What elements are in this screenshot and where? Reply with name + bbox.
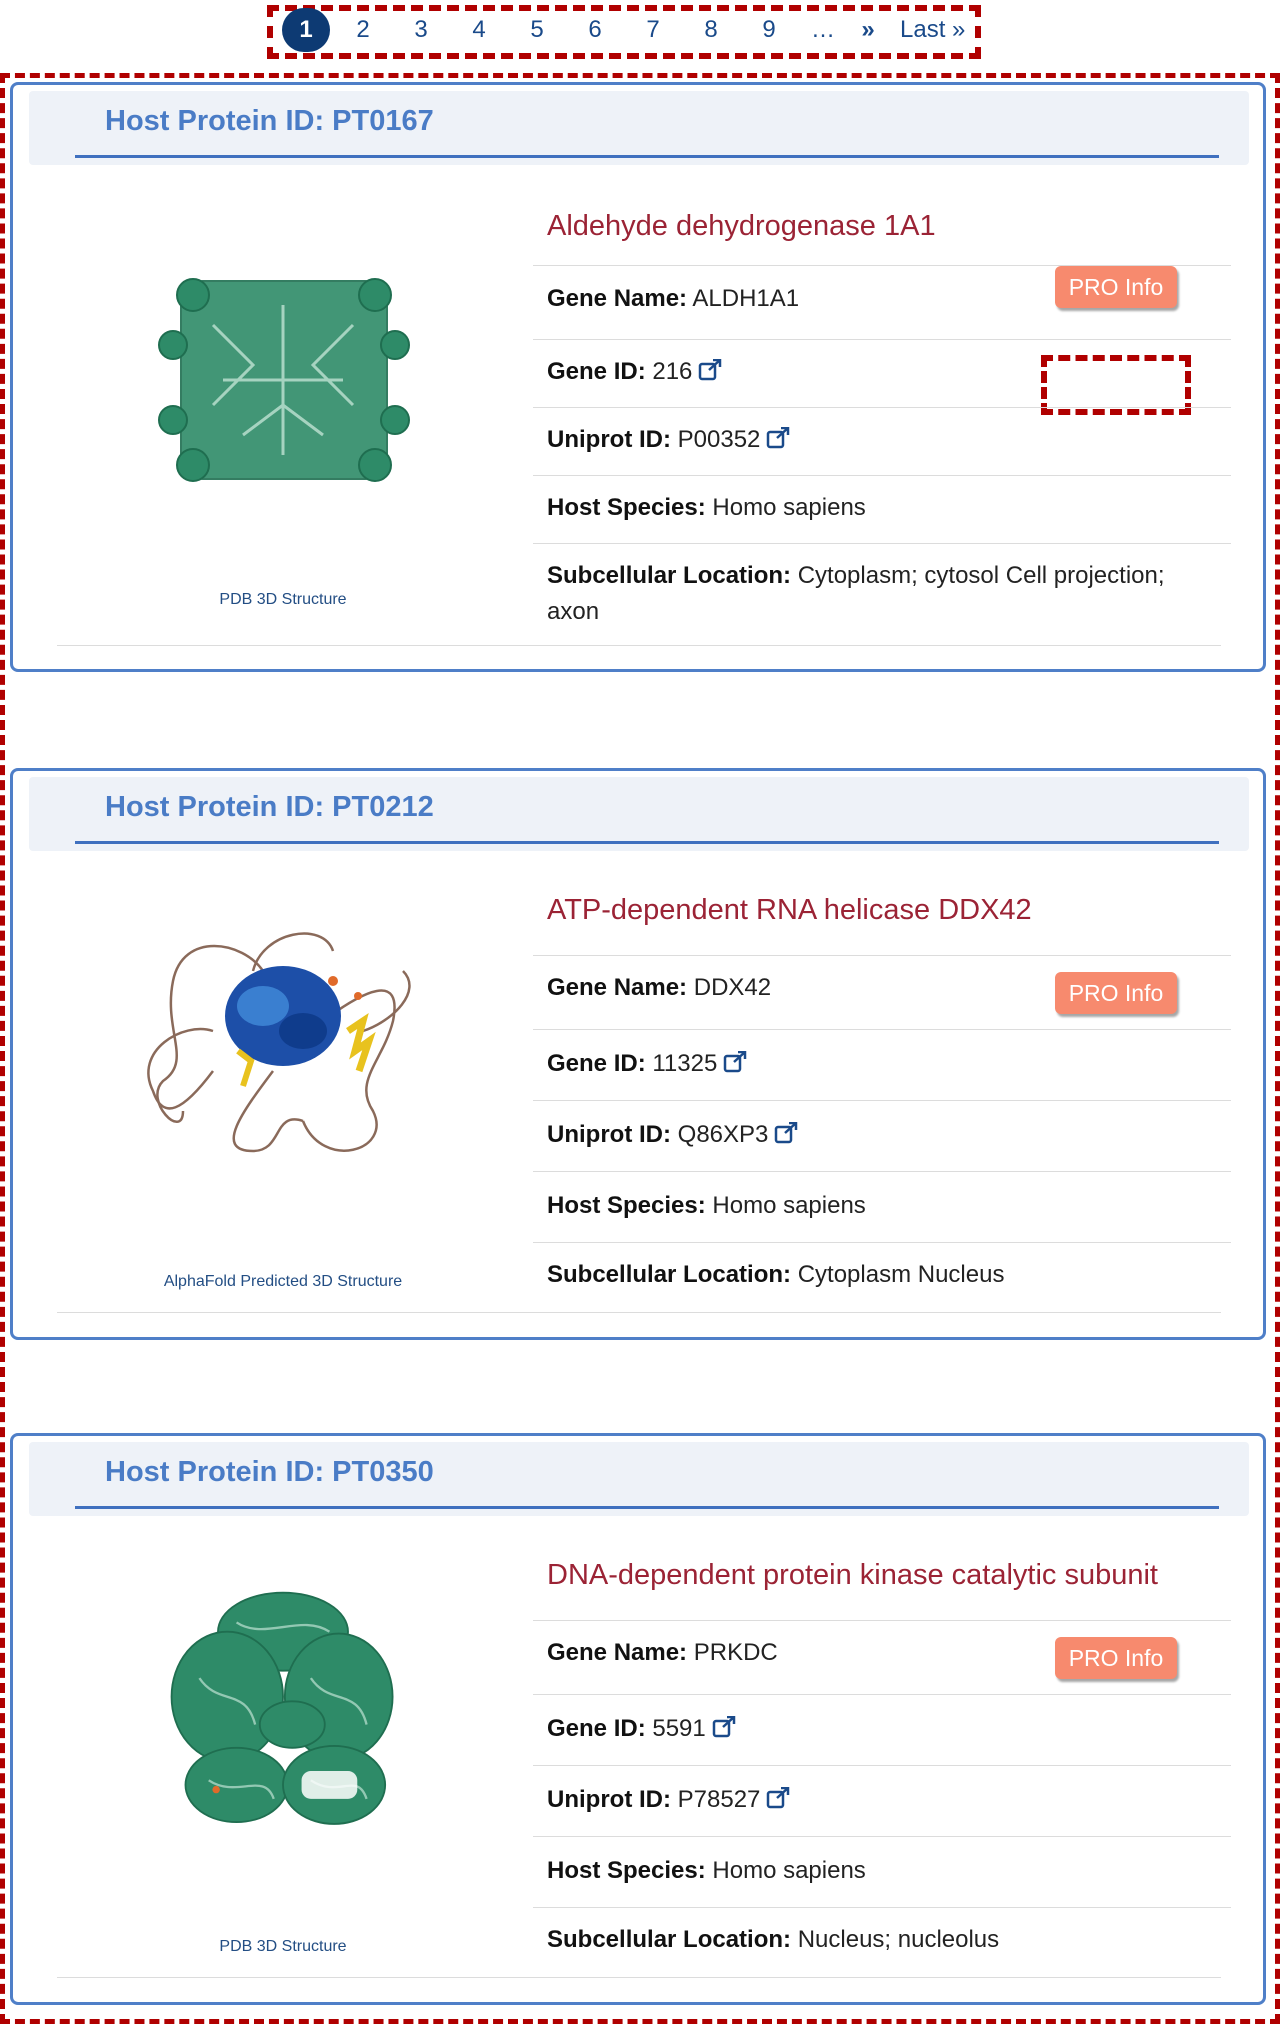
protein-structure-complex-image[interactable]: [123, 1576, 443, 1836]
gene-id-row: [533, 1029, 1231, 1100]
external-link-icon[interactable]: [766, 1787, 790, 1809]
card-header: [29, 1442, 1249, 1516]
protein-name: Aldehyde dehydrogenase 1A1: [547, 210, 936, 242]
gene-id-row: [533, 1694, 1231, 1765]
page-5-button[interactable]: 5: [530, 16, 544, 43]
page-7-button[interactable]: 7: [646, 16, 660, 43]
gene-id-link[interactable]: 11325: [652, 1050, 718, 1077]
page-8-button[interactable]: 8: [704, 16, 718, 43]
next-page-button[interactable]: »: [861, 16, 875, 43]
host-species-row: [533, 475, 1231, 543]
header-underline: [75, 155, 1219, 158]
page-1-button[interactable]: 1: [282, 8, 330, 52]
external-link-icon[interactable]: [698, 359, 722, 381]
protein-structure-alphafold-image[interactable]: [123, 911, 443, 1171]
gene-id-link[interactable]: 216: [652, 358, 693, 385]
host-protein-id-title: Host Protein ID: PT0167: [105, 105, 434, 137]
gene-name-value: PRKDC: [693, 1639, 778, 1666]
host-species-value: Homo sapiens: [712, 1192, 866, 1219]
host-protein-id-title: Host Protein ID: PT0350: [105, 1456, 434, 1488]
uniprot-id-link[interactable]: P00352: [677, 426, 761, 453]
card-divider: [57, 1312, 1221, 1313]
gene-name-label: Gene Name:: [547, 974, 688, 1001]
page-3-button[interactable]: 3: [414, 16, 428, 43]
gene-id-link[interactable]: 5591: [652, 1715, 706, 1742]
host-species-value: Homo sapiens: [712, 1857, 866, 1884]
card-divider: [57, 1977, 1221, 1978]
protein-name: DNA-dependent protein kinase catalytic subunit: [547, 1559, 1158, 1591]
pro-info-button[interactable]: PRO Info: [1055, 266, 1177, 308]
external-link-icon[interactable]: [723, 1051, 747, 1073]
subcellular-location-row: [533, 1907, 1231, 1977]
gene-name-value: DDX42: [693, 974, 772, 1001]
uniprot-id-link[interactable]: P78527: [677, 1786, 761, 1813]
structure-caption[interactable]: PDB 3D Structure: [219, 1938, 347, 1955]
host-species-label: Host Species:: [547, 1192, 706, 1219]
gene-name-value: ALDH1A1: [692, 285, 800, 312]
gene-id-label: Gene ID:: [547, 1050, 646, 1077]
page-6-button[interactable]: 6: [588, 16, 602, 43]
gene-name-label: Gene Name:: [547, 285, 688, 312]
last-page-button[interactable]: Last »: [900, 16, 966, 43]
uniprot-id-label: Uniprot ID:: [547, 1121, 671, 1148]
host-species-row: [533, 1171, 1231, 1242]
structure-caption[interactable]: AlphaFold Predicted 3D Structure: [163, 1273, 403, 1290]
subcellular-location-row: [533, 1242, 1231, 1312]
host-protein-id-title: Host Protein ID: PT0212: [105, 791, 434, 823]
gene-id-row: [533, 339, 1231, 407]
uniprot-id-label: Uniprot ID:: [547, 426, 671, 453]
subcellular-location-row: [533, 543, 1231, 647]
host-species-label: Host Species:: [547, 1857, 706, 1884]
uniprot-id-row: [533, 1765, 1231, 1836]
pagination-ellipsis: …: [811, 16, 835, 43]
structure-caption[interactable]: PDB 3D Structure: [219, 591, 347, 608]
uniprot-id-link[interactable]: Q86XP3: [677, 1121, 769, 1148]
protein-card-pt0350: [10, 1433, 1266, 2005]
host-species-value: Homo sapiens: [712, 494, 866, 521]
header-underline: [75, 841, 1219, 844]
subcellular-location-label: Subcellular Location:: [547, 1261, 792, 1288]
gene-id-label: Gene ID:: [547, 358, 646, 385]
gene-name-label: Gene Name:: [547, 1639, 688, 1666]
header-underline: [75, 1506, 1219, 1509]
subcellular-location-label: Subcellular Location:: [547, 1926, 792, 1953]
page-9-button[interactable]: 9: [762, 16, 776, 43]
external-link-icon[interactable]: [712, 1716, 736, 1738]
subcellular-location-label: Subcellular Location:: [547, 562, 792, 589]
page-4-button[interactable]: 4: [472, 16, 486, 43]
pro-info-button[interactable]: PRO Info: [1055, 1637, 1177, 1679]
card-header: [29, 777, 1249, 851]
host-species-row: [533, 1836, 1231, 1907]
page-2-button[interactable]: 2: [356, 16, 370, 43]
uniprot-id-label: Uniprot ID:: [547, 1786, 671, 1813]
subcellular-location-value: Cytoplasm; cytosol Cell projection; axon: [547, 562, 1165, 625]
pro-info-button[interactable]: PRO Info: [1055, 972, 1177, 1014]
protein-name: ATP-dependent RNA helicase DDX42: [547, 894, 1032, 926]
protein-card-pt0212: [10, 768, 1266, 1340]
uniprot-id-row: [533, 407, 1231, 475]
uniprot-id-row: [533, 1100, 1231, 1171]
gene-id-label: Gene ID:: [547, 1715, 646, 1742]
host-species-label: Host Species:: [547, 494, 706, 521]
card-header: [29, 91, 1249, 165]
pagination: [280, 6, 980, 54]
subcellular-location-value: Cytoplasm Nucleus: [797, 1261, 1005, 1288]
external-link-icon[interactable]: [766, 427, 790, 449]
protein-card-pt0167: [10, 82, 1266, 672]
subcellular-location-value: Nucleus; nucleolus: [797, 1926, 1000, 1953]
protein-structure-tetramer-image[interactable]: [123, 255, 443, 515]
external-link-icon[interactable]: [774, 1122, 798, 1144]
card-divider: [57, 645, 1221, 646]
